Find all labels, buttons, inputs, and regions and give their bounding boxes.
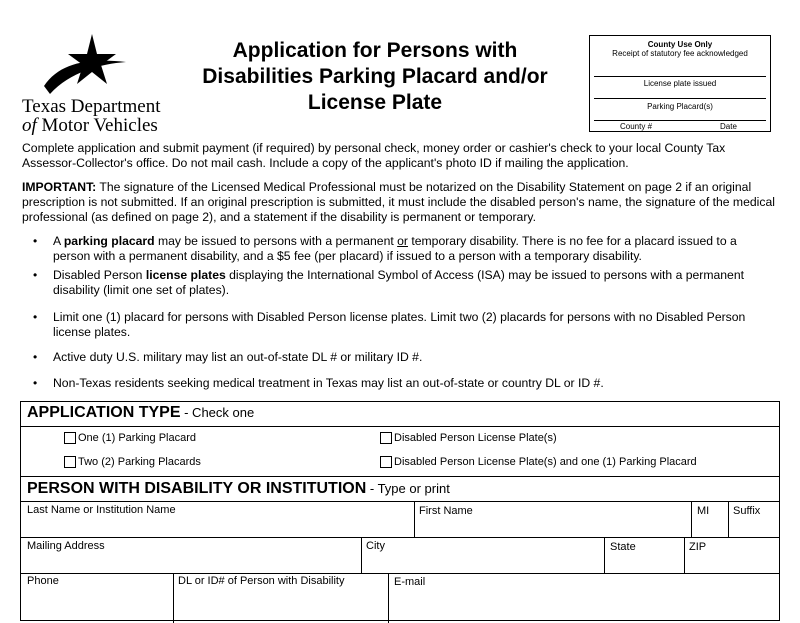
- divider: [684, 537, 685, 573]
- divider: [604, 537, 605, 573]
- state-field[interactable]: State: [610, 541, 636, 553]
- checkbox-plates-and-placard[interactable]: [380, 456, 392, 468]
- application-type-heading: APPLICATION TYPE - Check one: [27, 404, 255, 421]
- intro-paragraph: Complete application and submit payment (if required) by personal check, money order or cashier's check to your local County Tax Assessor-Collector's office. Do not mail cash. Include a copy of the applicant's photo ID if mailing the application.: [22, 141, 726, 170]
- option-plates-and-placard[interactable]: Disabled Person License Plate(s) and one (1) Parking Placard: [380, 456, 697, 468]
- zip-field[interactable]: ZIP: [689, 541, 707, 553]
- divider: [594, 120, 766, 121]
- date-label: Date: [720, 122, 737, 131]
- mailing-address-field[interactable]: Mailing Address: [27, 540, 105, 552]
- last-name-field[interactable]: Last Name or Institution Name: [27, 504, 176, 516]
- placard-label: Parking Placard(s): [647, 102, 713, 111]
- divider: [21, 476, 779, 477]
- email-field[interactable]: E-mail: [394, 576, 426, 588]
- form-title: Application for Persons with Disabilities Parking Placard and/or License Plate: [202, 39, 548, 114]
- divider: [21, 573, 779, 574]
- txdmv-star-logo: [40, 32, 130, 100]
- county-use-heading: County Use Only: [647, 40, 713, 49]
- divider: [21, 426, 779, 427]
- county-number-label: County #: [620, 122, 653, 131]
- person-heading: PERSON WITH DISABILITY OR INSTITUTION - Type or print: [27, 480, 450, 497]
- divider: [21, 501, 779, 502]
- suffix-field[interactable]: Suffix: [733, 505, 761, 517]
- important-paragraph: IMPORTANT: The signature of the Licensed Medical Professional must be notarized on the Disability Statement on page 2 if an original prescription is not submitted. If an original prescription is submitted, it must include the disabled person's name, the signature of the medical professional (as defined on page 2), and a statement if the disability is permanent or temporary.: [22, 180, 775, 224]
- option-license-plates[interactable]: Disabled Person License Plate(s): [380, 432, 557, 444]
- divider: [388, 573, 389, 623]
- divider: [361, 537, 362, 573]
- fee-acknowledged-label: Receipt of statutory fee acknowledged: [612, 49, 748, 58]
- divider: [21, 537, 779, 538]
- logo-text-line1: Texas Department: [22, 96, 161, 117]
- city-field[interactable]: City: [366, 540, 385, 552]
- divider: [691, 501, 692, 537]
- option-two-placards[interactable]: Two (2) Parking Placards: [64, 456, 201, 468]
- application-form: [20, 401, 780, 621]
- checkbox-two-placards[interactable]: [64, 456, 76, 468]
- option-one-placard[interactable]: One (1) Parking Placard: [64, 432, 196, 444]
- county-use-box: [589, 35, 771, 132]
- phone-field[interactable]: Phone: [27, 575, 59, 587]
- dl-id-field[interactable]: DL or ID# of Person with Disability: [178, 575, 345, 587]
- logo-text-line2: of Motor Vehicles: [22, 115, 158, 136]
- divider: [594, 98, 766, 99]
- divider: [414, 501, 415, 537]
- divider: [594, 76, 766, 77]
- divider: [728, 501, 729, 537]
- first-name-field[interactable]: First Name: [419, 505, 473, 517]
- checkbox-one-placard[interactable]: [64, 432, 76, 444]
- checkbox-license-plates[interactable]: [380, 432, 392, 444]
- mi-field[interactable]: MI: [697, 505, 710, 517]
- divider: [173, 573, 174, 623]
- plate-issued-label: License plate issued: [643, 79, 717, 88]
- bullet-list: • A parking placard may be issued to persons with a permanent or temporary disability. There is no fee for a placard issued to a person with a permanent disability, and a $5 fee (per placard) if issued to a person with a temporary disability. • Disabled Person license plates displaying the International Symbol of Access (ISA) may be issued to persons with a permanent disability (limit one set of plates). • Limit one (1) placard for persons with Disabled Person license plates. Limit two (2) placards for persons with no Disabled Person license plates. • Active duty U.S. military may list an out-of-state DL # or military ID #. • Non-Texas residents seeking medical treatment in Texas may list an out-of-state or country DL or ID #.: [33, 234, 746, 390]
